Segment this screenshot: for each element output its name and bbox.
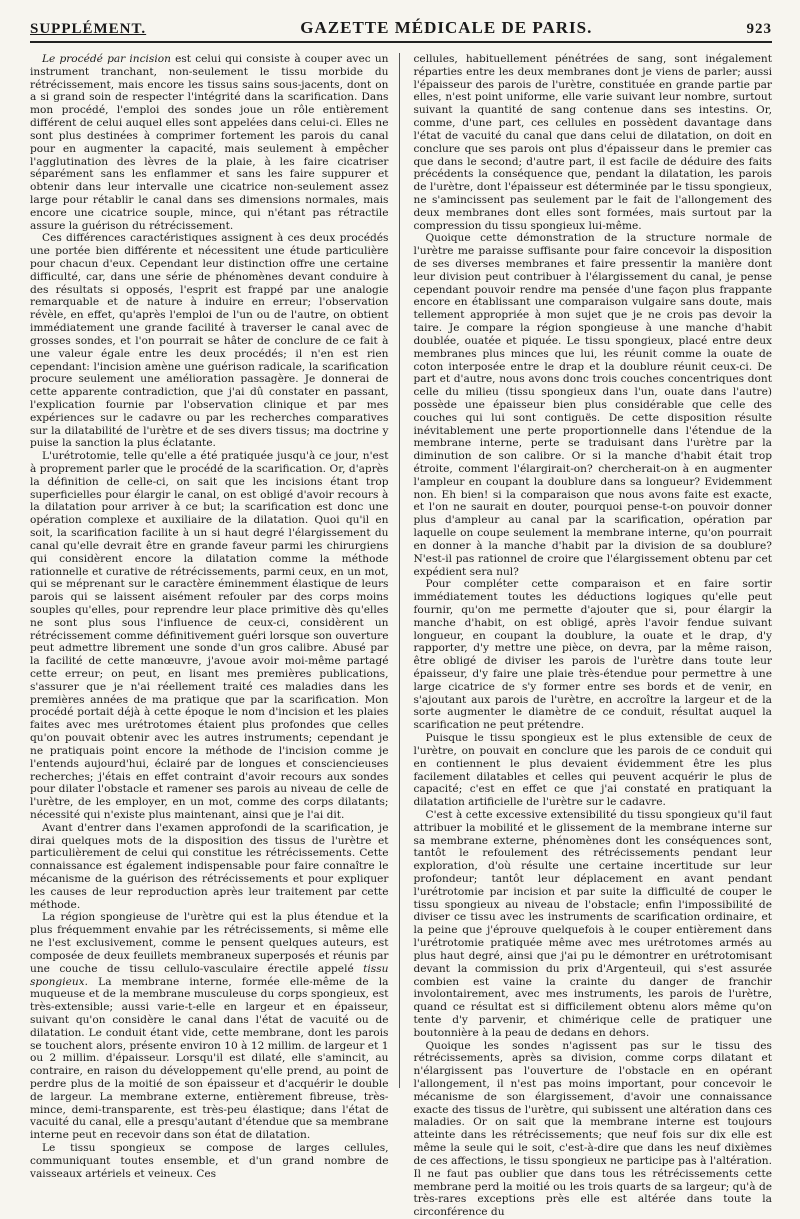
paragraph: [414, 1040, 773, 1219]
page-number: 923: [746, 21, 772, 37]
text-run: Pour compléter cette comparaison et en faire sortir immédiatement toutes les déductions logiques qu'elle peut fournir, qu'on me permette d'ajouter que si, pour élargir la manche d'habit, on est obligé, après l'avoir fendue suivant longueur, en coupant la doublure, la ouate et le drap, d'y rapporter, d'y mettre une pièce, on devra, par la même raison, être obligé de diviser les parois de l'urètre dans toute leur épaisseur, d'y faire une plaie très-étendue pour permettre à une large cicatrice de s'y former entre ses bords et de venir, en s'ajoutant aux parois de l'urètre, en accroître la largeur et de la sorte augmenter le diamètre de ce conduit, résultat auquel la scarification ne peut prétendre.: [413, 578, 772, 732]
page-header: [30, 18, 772, 43]
right-column: [413, 53, 773, 1219]
paragraph: [30, 911, 389, 1142]
text-run: Quoique cette démonstration de la structure normale de l'urètre me paraisse suffisante pour faire concevoir la disposition de ses diverses membranes et faire pressentir la manière dont leur division peut contribuer à l'élargissement du canal, je pense cependant pouvoir rendre ma pensée d'une façon plus frappante encore en établissant une comparaison vulgaire sans doute, mais tellement appropriée à mon sujet que je ne crois pas devoir la taire. Je compare la région spongieuse à une manche d'habit doublée, ouatée et piquée. Le tissu spongieux, placé entre deux membranes plus minces que lui, les réunit comme la ouate de coton interposée entre le drap et la doublure réunit ceux-ci. De part et d'autre, nous avons donc trois couches concentriques dont celle du milieu (tissu spongieux dans l'un, ouate dans l'autre) possède une épaisseur bien plus considérable que celle des couches qui lui sont contiguës. De cette disposition résulte inévitablement une perte proportionnelle dans l'étendue de la membrane interne, perte se traduisant dans l'urètre par la diminution de son calibre. Or si la manche d'habit était trop étroite, comment l'élargirait-on? chercherait-on à en augmenter l'ampleur en coupant la doublure dans sa longueur? Evidemment non. Eh bien! si la comparaison que nous avons faite est exacte, et l'on ne saurait en douter, pourquoi pense-t-on pouvoir donner plus d'ampleur au canal par la scarification, opération par laquelle on coupe seulement la membrane interne, qu'on pourrait en donner à la manche d'habit par la division de sa doublure? N'est-il pas rationnel de croire que l'élargissement obtenu par cet expédient sera nul?: [413, 232, 772, 578]
italic-text: Le procédé par incision: [42, 53, 171, 65]
text-run: cellules, habituellement pénétrées de sang, sont inégalement réparties entre les deux membranes dont je viens de parler; aussi l'épaisseur des parois de l'urètre, constituée en grande partie par elles, n'est point uniforme, elle varie suivant leur nombre, surtout suivant la quantité de sang contenue dans ses intestins. Or, comme, d'une part, ces cellules en possèdent davantage dans l'état de vacuité du canal que dans celui de dilatation, on doit en conclure que ses parois ont plus d'épaisseur dans le premier cas que dans le second; d'autre part, il est facile de déduire des faits précédents la conséquence que, pendant la dilatation, les parois de l'urètre, dont l'épaisseur est déterminée par le tissu spongieux, ne s'amincissent pas seulement par le fait de l'allongement des deux membranes dont elles sont formées, mais surtout par la compression du tissu spongieux lui-même.: [413, 53, 772, 232]
paragraph: [414, 53, 773, 232]
text-run: C'est à cette excessive extensibilité du tissu spongieux qu'il faut attribuer la mobilité et le glissement de la membrane interne sur sa membrane externe, phénomènes dont les conséquences sont, tantôt le refoulement des rétrécissements pendant leur exploration, d'où résulte une certaine incertitude sur leur profondeur; tantôt leur déplacement en avant pendant l'urétrotomie par incision et par suite la difficulté de couper le tissu spongieux au niveau de l'obstacle; enfin l'impossibilité de diviser ce tissu avec les instruments de scarification ordinaire, et la peine que j'éprouve quelquefois à le couper entièrement dans l'urétrotomie pratiquée même avec mes urétrotomes armés au plus haut degré, ainsi que j'ai pu le démontrer en urétrotomisant devant la commission du prix d'Argenteuil, qui s'est assurée combien est vaine la crainte du danger de franchir involontairement, avec mes instruments, les parois de l'urètre, quand ce résultat est si difficilement obtenu alors même qu'on tente d'y parvenir, et chimérique celle de pratiquer une boutonnière à la peau de dedans en dehors.: [413, 808, 772, 1039]
text-run: Le tissu spongieux se compose de larges cellules, communiquant toutes ensemble, et d'un grand nombre de vaisseaux artériels et veineux. Ces: [30, 1142, 389, 1180]
text-run: est celui qui consiste à couper avec un instrument tranchant, non-seulement le tissu morbide du rétrécissement, mais encore les tissus sains sous-jacents, dont on a si grand soin de respecter l'intégrité dans la scarification. Dans mon procédé, l'emploi des sondes joue un rôle entièrement différent de celui auquel elles sont appelées dans celui-ci. Elles ne sont plus destinées à comprimer fortement les parois du canal pour en augmenter la capacité, mais seulement à empêcher l'agglutination des lèvres de la plaie, à les faire cicatriser séparément sans les enflammer et sans les faire suppurer et obtenir dans leur intervalle une cicatrice non-seulement assez large pour rétablir le canal dans ses dimensions normales, mais encore une cicatrice souple, mince, qui n'étant pas rétractile assure la guérison du rétrécissement.: [30, 53, 389, 232]
text-run: La région spongieuse de l'urètre qui est la plus étendue et la plus fréquemment envahie par les rétrécissements, si même elle ne l'est exclusivement, comme le pensent quelques auteurs, est composée de deux feuillets membraneux superposés et réunis par une couche de tissu cellulo-vasculaire érectile appelé: [30, 911, 389, 975]
paragraph: [414, 732, 773, 809]
paragraph: [414, 578, 773, 732]
italic-text: tissu spongieux: [30, 962, 389, 988]
paragraph: [30, 1142, 389, 1180]
paragraph: [414, 232, 773, 578]
left-column: [30, 53, 400, 1180]
text-run: Ces différences caractéristiques assignent à ces deux procédés une portée bien différente et nécessitent une étude particulière pour chacun d'eux. Cependant leur distinction offre une certaine difficulté, car, dans une série de phénomènes devant conduire à des résultats si opposés, l'esprit est frappé par une analogie remarquable et de nature à induire en erreur; l'observation révèle, en effet, qu'après l'emploi de l'un ou de l'autre, on obtient immédiatement une grande facilité à traverser le canal avec de grosses sondes, et l'on pourrait se hâter de conclure de ce fait à une valeur égale entre les deux procédés; il n'en est rien cependant: l'incision amène une guérison radicale, la scarification procure seulement une amélioration passagère. Je donnerai de cette apparente contradiction, que j'ai dû constater en passant, l'explication fournie par l'observation clinique et par mes expériences sur le cadavre ou par les recherches comparatives sur la dilatabilité de l'urètre et de ses divers tissus; ma doctrine y puise la sanction la plus éclatante.: [30, 232, 389, 450]
text-run: Avant d'entrer dans l'examen approfondi de la scarification, je dirai quelques mots de la disposition des tissus de l'urètre et particulièrement de celui qui constitue les rétrécissements. Cette connaissance est également indispensable pour faire connaître le mécanisme de la guérison des rétrécissements et pour expliquer les causes de leur reproduction après leur traitement par cette méthode.: [30, 821, 389, 911]
paragraph: [30, 822, 389, 912]
text-columns: [30, 53, 772, 1219]
paragraph: [30, 232, 389, 450]
paragraph: [414, 809, 773, 1040]
text-run: . La membrane interne, formée elle-même de la muqueuse et de la membrane musculeuse du corps spongieux, est très-extensible; aussi varie-t-elle en largeur et en épaisseur, suivant qu'on considère le canal dans l'état de vacuité ou de dilatation. Le conduit étant vide, cette membrane, dont les parois se touchent alors, présente environ 10 à 12 millim. de largeur et 1 ou 2 millim. d'épaisseur. Lorsqu'il est dilaté, elle s'amincit, au contraire, en raison du développement qu'elle prend, au point de perdre plus de la moitié de son épaisseur et d'acquérir le double de largeur. La membrane externe, entièrement fibreuse, très-mince, demi-transparente, est très-peu élastique; dans l'état de vacuité du canal, elle a presqu'autant d'étendue que sa membrane interne peut en recevoir dans son état de dilatation.: [30, 975, 389, 1142]
supplement-label: SUPPLÉMENT.: [30, 21, 147, 37]
paragraph: [30, 53, 389, 232]
journal-title: GAZETTE MÉDICALE DE PARIS.: [300, 18, 593, 37]
text-run: L'urétrotomie, telle qu'elle a été pratiquée jusqu'à ce jour, n'est à proprement parler que le procédé de la scarification. Or, d'après la définition de celle-ci, on sait que les incisions étant trop superficielles pour élargir le canal, on est obligé d'avoir recours à la dilatation pour arriver à ce but; la scarification est donc une opération complexe et auxiliaire de la dilatation. Quoi qu'il en soit, la scarification facilite à un si haut degré l'élargissement du canal qu'elle devrait être en grande faveur parmi les chirurgiens qui considèrent encore la dilatation comme la méthode rationnelle et curative de rétrécissements, parmi ceux, en un mot, qui se méprenant sur le caractère éminemment élastique de leurs parois qui se laissent aisément refouler par des corps moins souples qu'elles, pour reprendre leur place primitive dès qu'elles ne sont plus sous l'influence de ceux-ci, considèrent un rétrécissement comme définitivement guéri lorsque son ouverture peut admettre librement une sonde d'un gros calibre. Abusé par la facilité de cette manœuvre, j'avoue avoir moi-même partagé cette erreur; on peut, en lisant mes premières publications, s'assurer que je n'ai réellement traité ces maladies dans les premières années de ma pratique que par la scarification. Mon procédé portait déjà à cette époque le nom d'incision et les plaies faites avec mes urétrotomes étaient plus profondes que celles qu'on pouvait obtenir avec les autres instruments; cependant je ne pratiquais point encore la méthode de l'incision comme je l'entends aujourd'hui, éclairé par de longues et consciencieuses recherches; j'étais en effet contraint d'avoir recours aux sondes pour dilater l'obstacle et ramener ses parois au niveau de celle de l'urètre, de les employer, en un mot, comme des corps dilatants; nécessité qui n'existe plus maintenant, ainsi que je l'ai dit.: [30, 450, 389, 821]
paragraph: [30, 450, 389, 822]
text-run: Puisque le tissu spongieux est le plus extensible de ceux de l'urètre, on pouvait en conclure que les parois de ce conduit qui en contiennent le plus devaient évidemment être les plus facilement dilatables et celles qui peuvent acquérir le plus de capacité; c'est en effet ce que j'ai constaté en pratiquant la dilatation artificielle de l'urètre sur le cadavre.: [413, 732, 772, 809]
text-run: Quoique les sondes n'agissent pas sur le tissu des rétrécissements, après sa division, comme corps dilatant et n'élargissent pas l'ouverture de l'obstacle en en opérant l'allongement, il n'est pas moins important, pour concevoir le mécanisme de son élargissement, d'avoir une connaissance exacte des tissus de l'urètre, qui subissent une altération dans ces maladies. Or on sait que la membrane interne est toujours atteinte dans les rétrécissements; que neuf fois sur dix elle est même la seule qui le soit, c'est-à-dire que dans les neuf dixièmes de ces affections, le tissu spongieux ne participe pas à l'altération. Il ne faut pas oublier que dans tous les rétrécissements cette membrane perd la moitié ou les trois quarts de sa largeur; qu'à de très-rares exceptions près elle est altérée dans toute la circonférence du: [413, 1039, 772, 1219]
